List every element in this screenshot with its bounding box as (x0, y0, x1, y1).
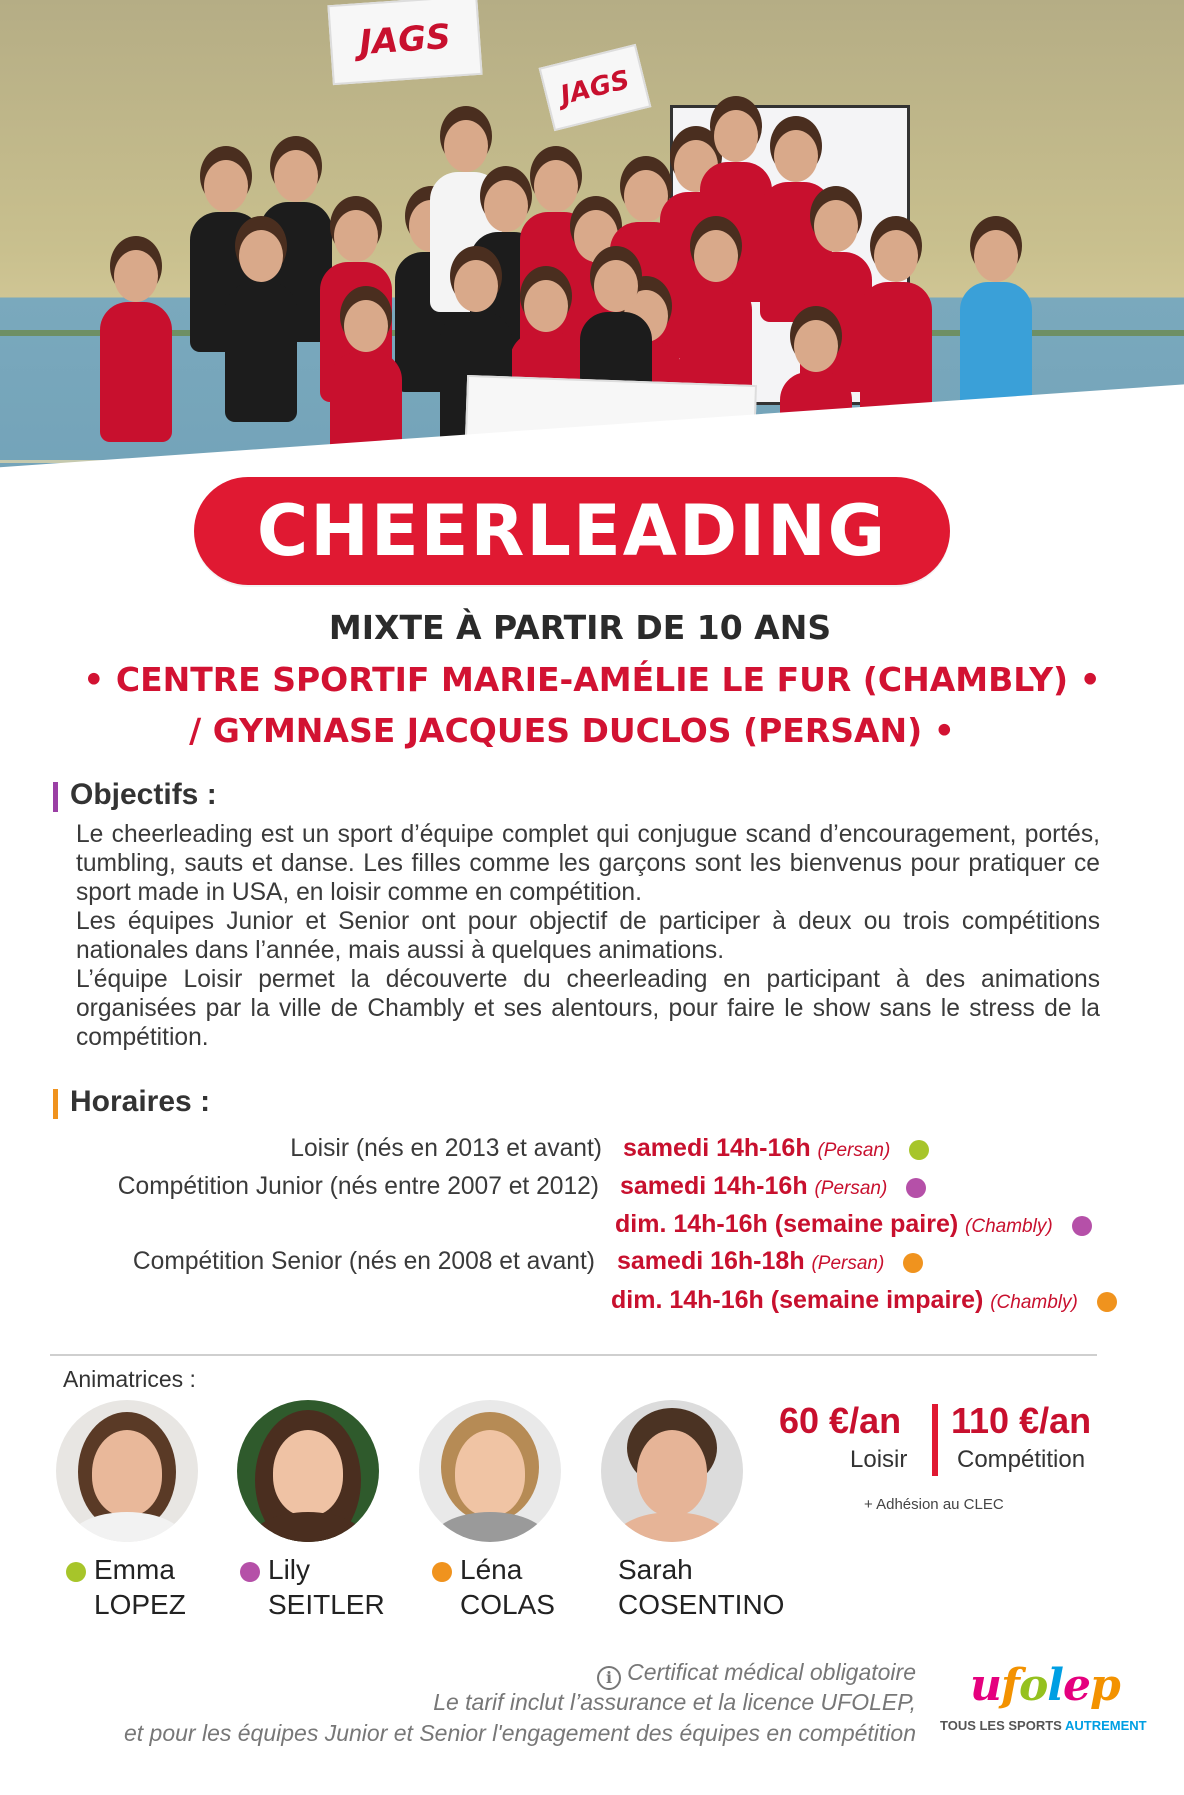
animatrice-name (432, 1552, 555, 1622)
avatar-shirt (68, 1512, 186, 1542)
senior-dot (1097, 1292, 1117, 1312)
team-member-head (274, 150, 318, 202)
junior-dot (906, 1178, 926, 1198)
team-member-head (694, 230, 738, 282)
schedule-time (617, 1247, 923, 1276)
schedule-time-text: samedi 16h-18h (617, 1247, 805, 1275)
team-member-head (484, 180, 528, 232)
first-name: Léna (460, 1554, 523, 1585)
last-name: COSENTINO (618, 1589, 785, 1620)
footer-line3: et pour les équipes Junior et Senior l'engagement des équipes en compétition (123, 1720, 916, 1746)
flag-text: JAGS (358, 16, 452, 64)
avatar-face (92, 1430, 162, 1516)
team-member-body (100, 302, 172, 442)
objectifs-paragraph: Les équipes Junior et Senior ont pour objectif de participer à deux ou trois compétitions nationales dans l’année, mais aussi à quelques animations. (76, 908, 1100, 964)
footer-medical (597, 1659, 916, 1690)
first-name: Emma (94, 1554, 175, 1585)
team-member-head (114, 250, 158, 302)
senior-dot (903, 1253, 923, 1273)
footer-line2: Le tarif inclut l’assurance et la licence UFOLEP, (433, 1689, 916, 1715)
title-banner (194, 477, 950, 585)
schedule-time-text: dim. 14h-16h (semaine impaire) (611, 1286, 984, 1314)
age-subtitle: MIXTE À PARTIR DE 10 ANS (328, 608, 832, 647)
team-member-head (204, 160, 248, 212)
senior-dot (432, 1562, 452, 1582)
animatrice-name (618, 1552, 784, 1622)
ufolep-tagline (940, 1718, 1147, 1733)
schedule-place: (Persan) (811, 1253, 885, 1274)
footer-line1: Certificat médical obligatoire (627, 1659, 916, 1685)
last-name: LOPEZ (94, 1589, 186, 1620)
avatar-sarah (601, 1400, 743, 1542)
objectifs-paragraph: L’équipe Loisir permet la découverte du cheerleading en participant à des animations organisées par la ville de Chambly et ses alentours, pour faire le show sans le stress de la compétition. (76, 966, 1100, 1051)
avatar-face (637, 1430, 707, 1516)
team-member-head (444, 120, 488, 172)
price-loisir-label: Loisir (850, 1446, 908, 1473)
animatrice-name (240, 1552, 385, 1622)
horaires-heading (53, 1085, 210, 1119)
horaires-heading-text: Horaires : (70, 1085, 211, 1118)
adhesion-note: + Adhésion au CLEC (864, 1496, 1004, 1513)
tagline-accent: AUTREMENT (1064, 1718, 1147, 1733)
loisir-dot (66, 1562, 86, 1582)
team-member-body (860, 282, 932, 422)
avatar-emma (56, 1400, 198, 1542)
team-member-body (225, 282, 297, 422)
team-member-head (594, 260, 638, 312)
schedule-time (615, 1210, 1092, 1239)
schedule-place: (Chambly) (990, 1292, 1078, 1313)
objectifs-paragraph: Le cheerleading est un sport d’équipe complet qui conjugue scand d’encouragement, portés, tumbling, sauts et danse. Les filles comme les garçons sont les bienvenus pour pratiquer ce sport made in USA, en loisir comme en compétition. (76, 821, 1100, 906)
junior-dot (1072, 1216, 1092, 1236)
price-loisir: 60 €/an (779, 1400, 902, 1441)
team-member-head (714, 110, 758, 162)
team-member-head (334, 210, 378, 262)
team-member-head (974, 230, 1018, 282)
flag-text: JAGS (557, 64, 633, 111)
ufolep-logo (940, 1660, 1170, 1740)
schedule-label: Compétition Senior (nés en 2008 et avant) (132, 1248, 595, 1275)
first-name: Lily (268, 1554, 311, 1585)
loisir-dot (909, 1140, 929, 1160)
page-title: CHEERLEADING (256, 490, 888, 572)
schedule-time (611, 1286, 1117, 1315)
team-member-head (344, 300, 388, 352)
animatrice-name (66, 1552, 186, 1622)
team-member-head (534, 160, 578, 212)
schedule-time-text: samedi 14h-16h (620, 1172, 808, 1200)
team-member-head (874, 230, 918, 282)
team-member-head (454, 260, 498, 312)
schedule-time-text: samedi 14h-16h (623, 1134, 811, 1162)
schedule-place: (Persan) (814, 1178, 888, 1199)
section-divider (50, 1354, 1097, 1356)
animatrices-label: Animatrices : (63, 1366, 196, 1392)
schedule-place: (Persan) (817, 1140, 891, 1161)
avatar-lena (419, 1400, 561, 1542)
ufolep-wordmark: ufolep (970, 1660, 1120, 1711)
jags-flag (327, 0, 482, 85)
tagline-main: TOUS LES SPORTS (940, 1718, 1062, 1733)
avatar-shirt (613, 1512, 731, 1542)
team-member-head (794, 320, 838, 372)
info-icon: i (597, 1666, 621, 1690)
objectifs-heading-text: Objectifs : (70, 778, 217, 811)
heading-bar (53, 1089, 58, 1119)
venue-chambly: • CENTRE SPORTIF MARIE-AMÉLIE LE FUR (CHAMBLY) • (83, 660, 1101, 699)
objectifs-text (76, 820, 1100, 1052)
schedule-time (620, 1172, 926, 1201)
team-member-head (524, 280, 568, 332)
objectifs-heading (53, 778, 217, 812)
price-separator (932, 1404, 938, 1476)
schedule-time-text: dim. 14h-16h (semaine paire) (615, 1210, 959, 1238)
schedule-label: Loisir (nés en 2013 et avant) (290, 1135, 602, 1162)
avatar-face (273, 1430, 343, 1516)
price-competition: 110 €/an (951, 1400, 1092, 1441)
schedule-place: (Chambly) (965, 1216, 1053, 1237)
schedule-time (623, 1134, 929, 1163)
avatar-lily (237, 1400, 379, 1542)
avatar-face (455, 1430, 525, 1516)
junior-dot (240, 1562, 260, 1582)
schedule-label: Compétition Junior (nés entre 2007 et 2012) (117, 1173, 599, 1200)
team-member-head (774, 130, 818, 182)
last-name: SEITLER (268, 1589, 385, 1620)
team-member-head (814, 200, 858, 252)
last-name: COLAS (460, 1589, 555, 1620)
venue-persan: / GYMNASE JACQUES DUCLOS (PERSAN) • (189, 711, 955, 750)
avatar-shirt (431, 1512, 549, 1542)
heading-bar (53, 782, 58, 812)
team-member-head (239, 230, 283, 282)
price-competition-label: Compétition (957, 1446, 1086, 1473)
first-name: Sarah (618, 1554, 693, 1585)
